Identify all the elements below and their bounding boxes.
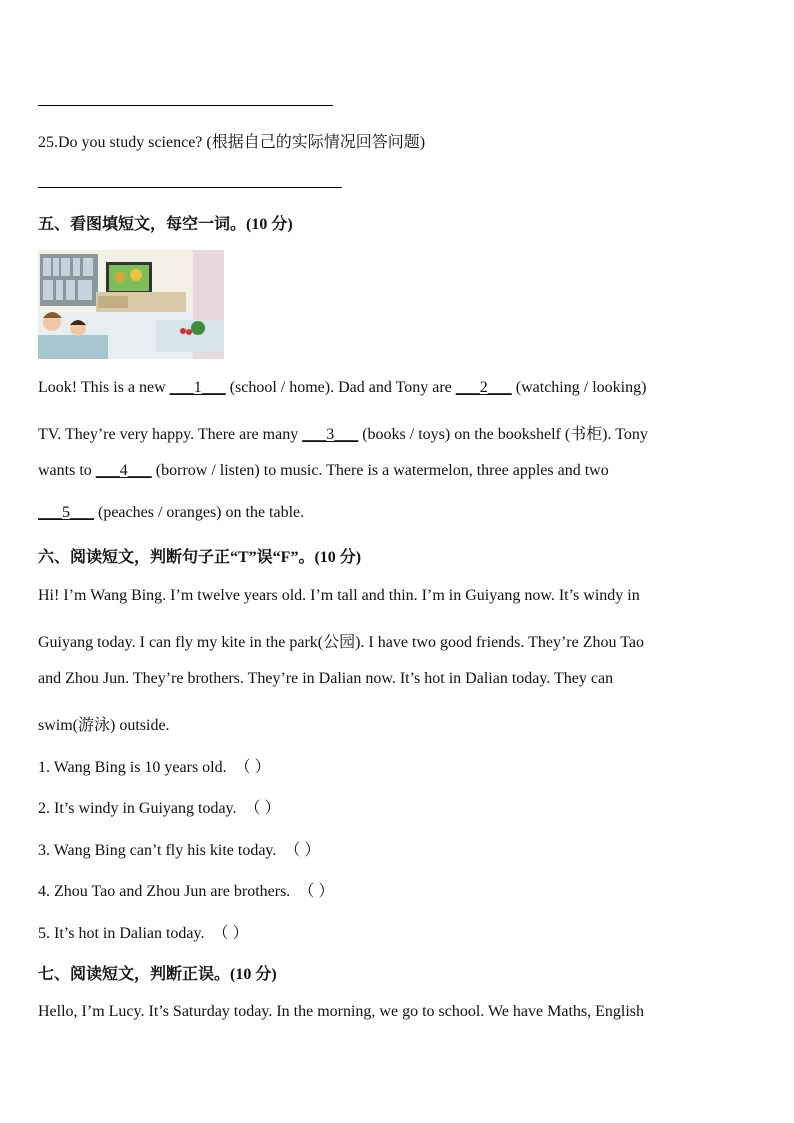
text: (borrow / listen) to music. There is a watermelon, three apples and two — [151, 462, 609, 479]
text: (watching / looking) — [511, 379, 647, 396]
tf-statement: 5. It’s hot in Dalian today. — [38, 925, 205, 942]
question-25: 25.Do you study science? (根据自己的实际情况回答问题) — [38, 134, 426, 151]
tf-statement: 2. It’s windy in Guiyang today. — [38, 800, 237, 817]
tf-statement: 4. Zhou Tao and Zhou Jun are brothers. — [38, 883, 291, 900]
text: (peaches / oranges) on the table. — [94, 504, 305, 521]
section7-title: 七、阅读短文，判断正误。(10 分) — [38, 966, 277, 983]
tf-item-1 — [38, 754, 271, 777]
section5-line-2 — [38, 421, 648, 444]
blank-3[interactable]: ___3___ — [302, 426, 359, 443]
answer-parentheses[interactable]: （ ） — [244, 800, 281, 817]
tf-item-4 — [38, 878, 334, 901]
text: wants to — [38, 462, 96, 479]
section6-title: 六、阅读短文，判断句子正“T”误“F”。(10 分) — [38, 549, 362, 566]
tf-statement: 3. Wang Bing can’t fly his kite today. — [38, 842, 277, 859]
living-room-picture — [38, 250, 224, 359]
answer-parentheses[interactable]: （ ） — [212, 925, 249, 942]
blank-4[interactable]: ___4___ — [95, 462, 152, 479]
answer-line-25 — [38, 187, 342, 188]
section6-passage-line-1: Hi! I’m Wang Bing. I’m twelve years old. I’m tall and thin. I’m in Guiyang now. It’s windy in — [38, 587, 640, 604]
section6-passage-line-2: Guiyang today. I can fly my kite in the park(公园). I have two good friends. They’re Zhou Tao — [38, 634, 644, 651]
section5-line-1 — [38, 379, 646, 397]
section7-passage-line-1: Hello, I’m Lucy. It’s Saturday today. In the morning, we go to school. We have Maths, English — [38, 1003, 645, 1020]
answer-parentheses[interactable]: （ ） — [298, 883, 335, 900]
section5-line-4 — [38, 504, 304, 522]
section5-line-3 — [38, 462, 609, 480]
blank-5[interactable]: ___5___ — [38, 504, 94, 521]
section6-passage-line-3: and Zhou Jun. They’re brothers. They’re in Dalian now. It’s hot in Dalian today. They can — [38, 670, 614, 687]
tf-item-5 — [38, 920, 249, 943]
text: (books / toys) on the bookshelf (书柜). Tony — [358, 426, 648, 443]
tf-statement: 1. Wang Bing is 10 years old. — [38, 759, 227, 776]
answer-line-24 — [38, 105, 333, 106]
blank-2[interactable]: ___2___ — [455, 379, 512, 396]
text: Look! This is a new — [38, 379, 170, 396]
text: (school / home). Dad and Tony are — [225, 379, 456, 396]
answer-parentheses[interactable]: （ ） — [284, 842, 321, 859]
tf-item-3 — [38, 837, 320, 860]
section6-passage-line-4: swim(游泳) outside. — [38, 717, 170, 734]
answer-parentheses[interactable]: （ ） — [234, 759, 271, 776]
text: TV. They’re very happy. There are many — [38, 426, 303, 443]
section5-title: 五、看图填短文，每空一词。(10 分) — [38, 216, 293, 233]
tf-item-2 — [38, 795, 281, 818]
blank-1[interactable]: ___1___ — [169, 379, 226, 396]
